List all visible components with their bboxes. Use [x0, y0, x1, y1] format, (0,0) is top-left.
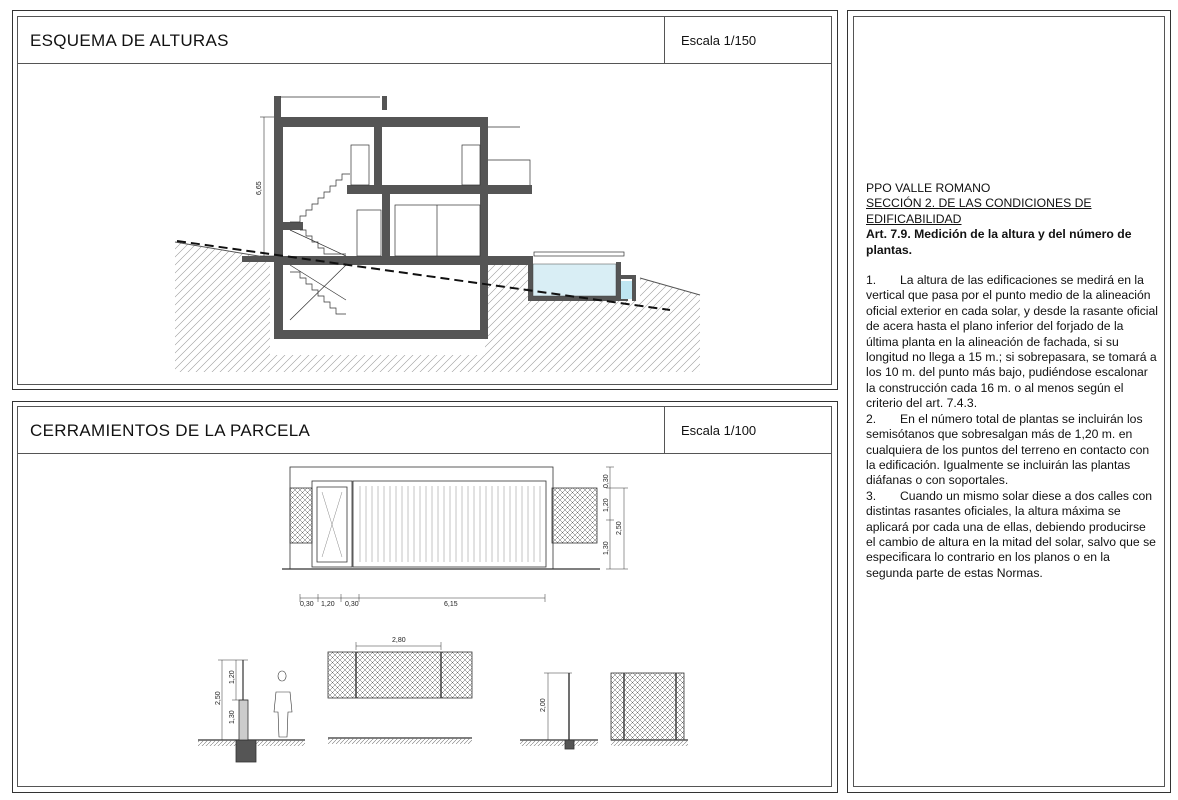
panel-fences — [17, 406, 832, 787]
item-2-number: 2. — [866, 411, 877, 426]
mesh-width-label: 2,80 — [392, 637, 406, 644]
regulation-text — [866, 181, 1158, 581]
panel-heights-scale-cell — [664, 17, 831, 63]
item-3-text: Cuando un mismo solar diese a dos calles con distintas rasantes oficiales, la altura máxima se aplicará por cada una de ellas, debiendo producirse el cambio de altura en la mitad del solar, salvo que se especificara lo contrario en los planos o en la segunda parte de estas Normas. — [866, 488, 1156, 580]
dim-w4: 6,15 — [444, 601, 458, 608]
detail-h1: 1,20 — [229, 670, 236, 684]
item-3-number: 3. — [866, 488, 877, 503]
panel-heights-scale: Escala 1/150 — [681, 33, 757, 48]
item-1-number: 1. — [866, 273, 877, 288]
panel-fences-header — [18, 407, 831, 454]
item-2-text: En el número total de plantas se incluirán los semisótanos que sobresalgan más de 1,20 m. en cualquiera de los puntos del terreno en contacto con la edificación. Igualmente se incluirán las plantas diáfanas o con soportales. — [866, 411, 1150, 488]
dim-h-top: 0,30 — [603, 474, 610, 488]
dim-h-mid: 1,20 — [603, 498, 610, 512]
panel-heights — [17, 16, 832, 385]
detail-h2: 1,30 — [229, 710, 236, 724]
panel-heights-title: ESQUEMA DE ALTURAS — [30, 31, 229, 50]
post-height-label: 2,00 — [540, 698, 547, 712]
panel-fences-scale: Escala 1/100 — [681, 423, 757, 438]
item-1-text: La altura de las edificaciones se medirá en la vertical que pasa por el punto medio de la alineación oficial exterior en cada solar, y desde la rasante oficial de acera hasta el plano inferior del forjado de la última planta en la alineación de fachada, si su longitud no llega a 15 m.; si sobrepasara, se tomará a los 10 m. del punto más bajo, pudiéndose escalonar la construcción cada 16 m. o al menos según el criterio del art. 7.4.3. — [866, 273, 1158, 411]
text-line1: PPO VALLE ROMANO — [866, 181, 991, 195]
height-dimension-label: 6,65 — [256, 181, 263, 195]
item-2 — [866, 412, 1158, 489]
dim-w3: 0,30 — [345, 601, 359, 608]
panel-heights-header — [18, 17, 831, 64]
panel-fences-title: CERRAMIENTOS DE LA PARCELA — [30, 421, 311, 440]
text-line2: SECCIÓN 2. DE LAS CONDICIONES DE — [866, 196, 1092, 211]
item-3 — [866, 489, 1158, 581]
dim-w1: 0,30 — [300, 601, 314, 608]
dim-w2: 1,20 — [321, 601, 335, 608]
dim-h-low: 1,30 — [603, 541, 610, 555]
article-heading: Art. 7.9. Medición de la altura y del número de plantas. — [866, 227, 1132, 257]
dim-h-total: 2,50 — [616, 521, 623, 535]
text-line3: EDIFICABILIDAD — [866, 211, 962, 226]
panel-fences-scale-cell — [664, 407, 831, 453]
detail-total: 2,50 — [215, 691, 222, 705]
item-1 — [866, 273, 1158, 412]
